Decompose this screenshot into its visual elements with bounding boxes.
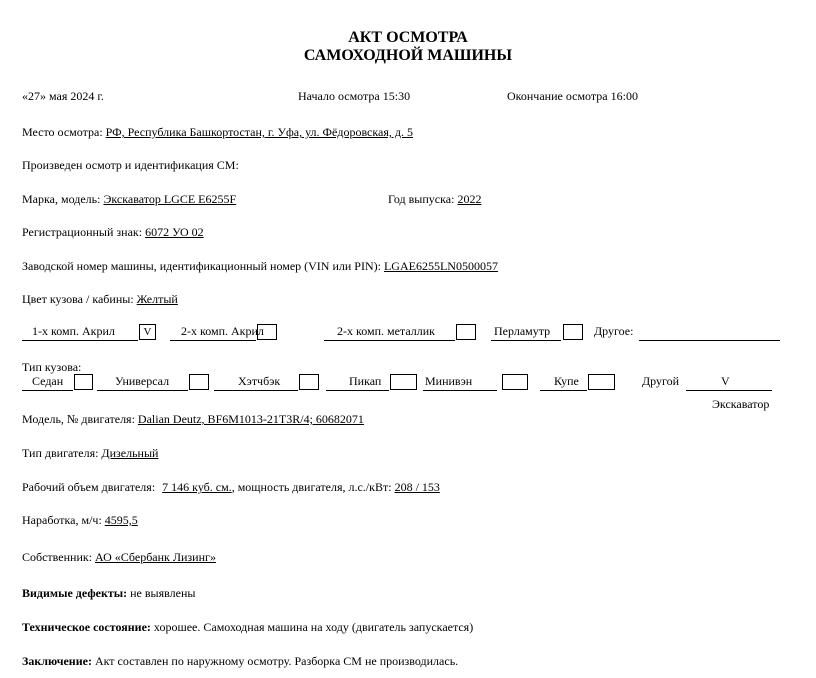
- body-checkbox[interactable]: [189, 374, 209, 390]
- color-value: Желтый: [136, 292, 178, 306]
- body-option-underline: [540, 390, 587, 391]
- body-checkbox[interactable]: [588, 374, 615, 390]
- inspection-date: «27» мая 2024 г.: [22, 89, 104, 103]
- body-option-underline: [22, 390, 73, 391]
- paint-checkbox[interactable]: [563, 324, 583, 340]
- color-label: Цвет кузова / кабины:: [22, 292, 134, 306]
- paint-option-label: Перламутр: [494, 324, 551, 338]
- paint-option-label: 1-х комп. Акрил: [32, 324, 115, 338]
- body-option-underline: [97, 390, 188, 391]
- defects-label: Видимые дефекты:: [22, 586, 128, 600]
- conclusion-row: [22, 654, 458, 668]
- volume-value: 7 146 куб. см.: [162, 480, 232, 494]
- volume-label: Рабочий объем двигателя:: [22, 480, 156, 494]
- volume-row: [22, 480, 440, 494]
- body-other-value: Экскаватор: [712, 397, 770, 411]
- body-option-label: Хэтчбэк: [238, 374, 281, 388]
- paint-other-line[interactable]: [639, 340, 780, 341]
- body-checkbox[interactable]: [74, 374, 93, 390]
- paint-option-underline: [22, 340, 138, 341]
- power-value: 208 / 153: [394, 480, 440, 494]
- serial-value: LGAE6255LN0500057: [383, 259, 498, 273]
- inspection-start: Начало осмотра 15:30: [298, 89, 411, 103]
- condition-value: хорошее. Самоходная машина на ходу (двигатель запускается): [153, 620, 474, 634]
- serial-label: Заводской номер машины, идентификационный номер (VIN или PIN):: [22, 259, 381, 273]
- body-option-label: Седан: [32, 374, 64, 388]
- engine-type-value: Дизельный: [101, 446, 159, 460]
- engine-model-label: Модель, № двигателя:: [22, 412, 135, 426]
- hours-value: 4595,5: [104, 513, 138, 527]
- body-option-underline: [214, 390, 298, 391]
- condition-row: [22, 620, 473, 634]
- paint-option-underline: [324, 340, 455, 341]
- inspection-end: Окончание осмотра 16:00: [507, 89, 638, 103]
- body-type-label: Тип кузова:: [22, 360, 82, 374]
- make-row: [22, 192, 236, 206]
- condition-label: Техническое состояние:: [22, 620, 151, 634]
- conclusion-value: Акт составлен по наружному осмотру. Разборка СМ не производилась.: [94, 654, 459, 668]
- engine-type-label: Тип двигателя:: [22, 446, 99, 460]
- paint-checkbox[interactable]: [257, 324, 277, 340]
- engine-model-row: [22, 412, 364, 426]
- title-line-1: АКТ ОСМОТРА: [348, 29, 468, 46]
- place-value: РФ, Республика Башкортостан, г. Уфа, ул. Фёдоровская, д. 5: [105, 125, 413, 139]
- serial-row: [22, 259, 498, 273]
- year-value: 2022: [457, 192, 482, 206]
- hours-label: Наработка, м/ч:: [22, 513, 102, 527]
- make-value: Экскаватор LGCE E6255F: [103, 192, 237, 206]
- owner-value: АО «Сбербанк Лизинг»: [95, 550, 216, 564]
- body-option-underline: [423, 390, 497, 391]
- body-option-underline: [326, 390, 389, 391]
- body-other-label: Другой: [642, 374, 680, 388]
- reg-value: 6072 УО 02: [145, 225, 204, 239]
- hours-row: [22, 513, 138, 527]
- defects-value: не выявлены: [130, 586, 196, 600]
- paint-option-underline: [170, 340, 256, 341]
- color-row: [22, 292, 178, 306]
- body-other-mark: V: [721, 374, 730, 388]
- engine-type-row: [22, 446, 158, 460]
- reg-label: Регистрационный знак:: [22, 225, 143, 239]
- body-option-label: Минивэн: [425, 374, 473, 388]
- paint-option-underline: [491, 340, 561, 341]
- volume-separator: ,: [231, 480, 235, 494]
- body-option-label: Пикап: [349, 374, 382, 388]
- conclusion-label: Заключение:: [22, 654, 92, 668]
- reg-row: [22, 225, 204, 239]
- body-option-label: Купе: [554, 374, 579, 388]
- paint-checkbox[interactable]: [456, 324, 476, 340]
- paint-option-label: 2-х комп. Акрил: [181, 324, 264, 338]
- engine-model-value: Dalian Deutz, BF6M1013-21T3R/4; 60682071: [137, 412, 364, 426]
- body-other-line[interactable]: [686, 390, 772, 391]
- place-row: [22, 125, 413, 139]
- paint-option-label: 2-х комп. металлик: [337, 324, 435, 338]
- power-label: мощность двигателя, л.с./кВт:: [237, 480, 392, 494]
- title-line-2: САМОХОДНОЙ МАШИНЫ: [303, 47, 513, 64]
- place-label: Место осмотра:: [22, 125, 103, 139]
- make-label: Марка, модель:: [22, 192, 101, 206]
- owner-row: [22, 550, 216, 564]
- defects-row: [22, 586, 195, 600]
- body-checkbox[interactable]: [299, 374, 319, 390]
- body-checkbox[interactable]: [502, 374, 528, 390]
- owner-label: Собственник:: [22, 550, 93, 564]
- year-row: [388, 192, 481, 206]
- year-label: Год выпуска:: [388, 192, 455, 206]
- body-checkbox[interactable]: [390, 374, 417, 390]
- identification-text: Произведен осмотр и идентификация СМ:: [22, 158, 239, 172]
- paint-other-label: Другое:: [594, 324, 634, 338]
- body-option-label: Универсал: [115, 374, 170, 388]
- paint-checkbox[interactable]: V: [139, 324, 156, 340]
